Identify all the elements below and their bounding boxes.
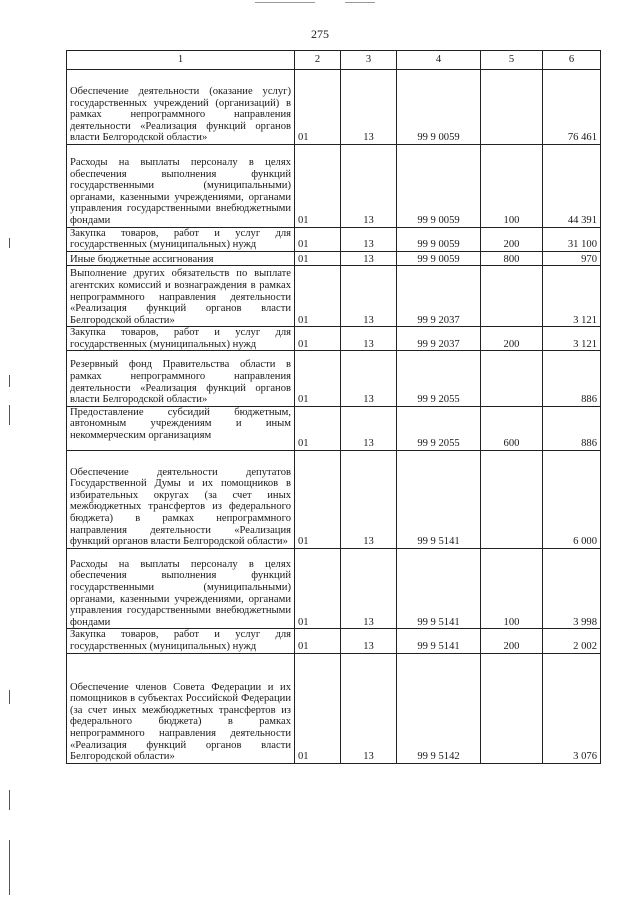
expense-type-code bbox=[481, 70, 543, 145]
section-code: 01 bbox=[295, 266, 341, 327]
subsection-code: 13 bbox=[341, 251, 397, 266]
column-header: 6 bbox=[543, 51, 601, 70]
expense-type-code bbox=[481, 351, 543, 406]
target-article-code: 99 9 0059 bbox=[397, 251, 481, 266]
section-code: 01 bbox=[295, 450, 341, 548]
target-article-code: 99 9 5141 bbox=[397, 629, 481, 653]
expense-type-code: 100 bbox=[481, 144, 543, 227]
table-row bbox=[67, 450, 601, 548]
header-row bbox=[67, 51, 601, 70]
section-code: 01 bbox=[295, 653, 341, 763]
amount-value: 3 121 bbox=[543, 266, 601, 327]
row-description: Обеспечение деятельности (оказание услуг) государственных учреждений (организаций) в рамках непрограммного направления деятельности «Реализация функций органов власти Белгородской области» bbox=[67, 70, 295, 145]
table-row bbox=[67, 406, 601, 450]
amount-value: 886 bbox=[543, 351, 601, 406]
margin-scan-mark bbox=[9, 690, 10, 704]
amount-value: 3 076 bbox=[543, 653, 601, 763]
amount-value: 6 000 bbox=[543, 450, 601, 548]
table-row bbox=[67, 144, 601, 227]
subsection-code: 13 bbox=[341, 144, 397, 227]
expense-type-code: 200 bbox=[481, 227, 543, 251]
subsection-code: 13 bbox=[341, 351, 397, 406]
table-row bbox=[67, 251, 601, 266]
page-number: 275 bbox=[311, 27, 329, 41]
column-header: 4 bbox=[397, 51, 481, 70]
target-article-code: 99 9 5141 bbox=[397, 548, 481, 629]
expense-type-code: 200 bbox=[481, 327, 543, 351]
subsection-code: 13 bbox=[341, 266, 397, 327]
table-row bbox=[67, 548, 601, 629]
target-article-code: 99 9 5141 bbox=[397, 450, 481, 548]
expense-type-code: 800 bbox=[481, 251, 543, 266]
subsection-code: 13 bbox=[341, 227, 397, 251]
subsection-code: 13 bbox=[341, 327, 397, 351]
budget-table bbox=[66, 50, 601, 764]
amount-value: 76 461 bbox=[543, 70, 601, 145]
target-article-code: 99 9 0059 bbox=[397, 70, 481, 145]
subsection-code: 13 bbox=[341, 450, 397, 548]
section-code: 01 bbox=[295, 327, 341, 351]
expense-type-code bbox=[481, 653, 543, 763]
row-description: Обеспечение членов Совета Федерации и их помощников в субъектах Российской Федерации (за счет иных межбюджетных трансфертов из федерального бюджета) в рамках непрограммного направления деятельности «Реализация функций органов власти Белгородской области» bbox=[67, 653, 295, 763]
row-description: Обеспечение деятельности депутатов Государственной Думы и их помощников в избирательных округах (за счет иных межбюджетных трансфертов из федерального бюджета) в рамках непрограммного направления деятельности «Реализация функций органов власти Белгородской области» bbox=[67, 450, 295, 548]
section-code: 01 bbox=[295, 227, 341, 251]
expense-type-code: 600 bbox=[481, 406, 543, 450]
top-scan-rule bbox=[255, 2, 315, 3]
row-description: Расходы на выплаты персоналу в целях обеспечения выполнения функций государственными (муниципальными) органами, казенными учреждениями, органами управления государственными внебюджетными фондами bbox=[67, 144, 295, 227]
subsection-code: 13 bbox=[341, 653, 397, 763]
margin-scan-mark bbox=[9, 405, 10, 425]
margin-scan-mark bbox=[9, 840, 10, 895]
margin-scan-mark bbox=[9, 790, 10, 810]
table-row bbox=[67, 351, 601, 406]
row-description: Закупка товаров, работ и услуг для государственных (муниципальных) нужд bbox=[67, 629, 295, 653]
subsection-code: 13 bbox=[341, 548, 397, 629]
table-row bbox=[67, 266, 601, 327]
table-row bbox=[67, 70, 601, 145]
column-header: 1 bbox=[67, 51, 295, 70]
column-header: 5 bbox=[481, 51, 543, 70]
expense-type-code bbox=[481, 266, 543, 327]
row-description: Закупка товаров, работ и услуг для государственных (муниципальных) нужд bbox=[67, 327, 295, 351]
expense-type-code bbox=[481, 450, 543, 548]
target-article-code: 99 9 0059 bbox=[397, 144, 481, 227]
amount-value: 3 121 bbox=[543, 327, 601, 351]
margin-scan-mark bbox=[9, 375, 10, 387]
target-article-code: 99 9 2037 bbox=[397, 327, 481, 351]
amount-value: 31 100 bbox=[543, 227, 601, 251]
section-code: 01 bbox=[295, 548, 341, 629]
expense-type-code: 100 bbox=[481, 548, 543, 629]
target-article-code: 99 9 2055 bbox=[397, 406, 481, 450]
target-article-code: 99 9 0059 bbox=[397, 227, 481, 251]
column-header: 2 bbox=[295, 51, 341, 70]
row-description: Предоставление субсидий бюджетным, автономным учреждениям и иным некоммерческим организациям bbox=[67, 406, 295, 450]
row-description: Закупка товаров, работ и услуг для государственных (муниципальных) нужд bbox=[67, 227, 295, 251]
margin-scan-mark bbox=[9, 238, 10, 248]
column-header: 3 bbox=[341, 51, 397, 70]
subsection-code: 13 bbox=[341, 629, 397, 653]
amount-value: 970 bbox=[543, 251, 601, 266]
section-code: 01 bbox=[295, 406, 341, 450]
row-description: Иные бюджетные ассигнования bbox=[67, 251, 295, 266]
section-code: 01 bbox=[295, 144, 341, 227]
amount-value: 886 bbox=[543, 406, 601, 450]
table-row bbox=[67, 629, 601, 653]
target-article-code: 99 9 2037 bbox=[397, 266, 481, 327]
top-scan-rule bbox=[345, 2, 375, 3]
amount-value: 44 391 bbox=[543, 144, 601, 227]
table-row bbox=[67, 227, 601, 251]
section-code: 01 bbox=[295, 629, 341, 653]
target-article-code: 99 9 2055 bbox=[397, 351, 481, 406]
row-description: Резервный фонд Правительства области в рамках непрограммного направления деятельности «Реализация функций органов власти Белгородской области» bbox=[67, 351, 295, 406]
row-description: Расходы на выплаты персоналу в целях обеспечения выполнения функций государственными (муниципальными) органами, казенными учреждениями, органами управления государственными внебюджетными фондами bbox=[67, 548, 295, 629]
amount-value: 2 002 bbox=[543, 629, 601, 653]
table-row bbox=[67, 327, 601, 351]
section-code: 01 bbox=[295, 251, 341, 266]
table-row bbox=[67, 653, 601, 763]
subsection-code: 13 bbox=[341, 406, 397, 450]
section-code: 01 bbox=[295, 351, 341, 406]
amount-value: 3 998 bbox=[543, 548, 601, 629]
subsection-code: 13 bbox=[341, 70, 397, 145]
target-article-code: 99 9 5142 bbox=[397, 653, 481, 763]
section-code: 01 bbox=[295, 70, 341, 145]
row-description: Выполнение других обязательств по выплате агентских комиссий и вознаграждения в рамках непрограммного направления деятельности «Реализация функций органов власти Белгородской области» bbox=[67, 266, 295, 327]
expense-type-code: 200 bbox=[481, 629, 543, 653]
